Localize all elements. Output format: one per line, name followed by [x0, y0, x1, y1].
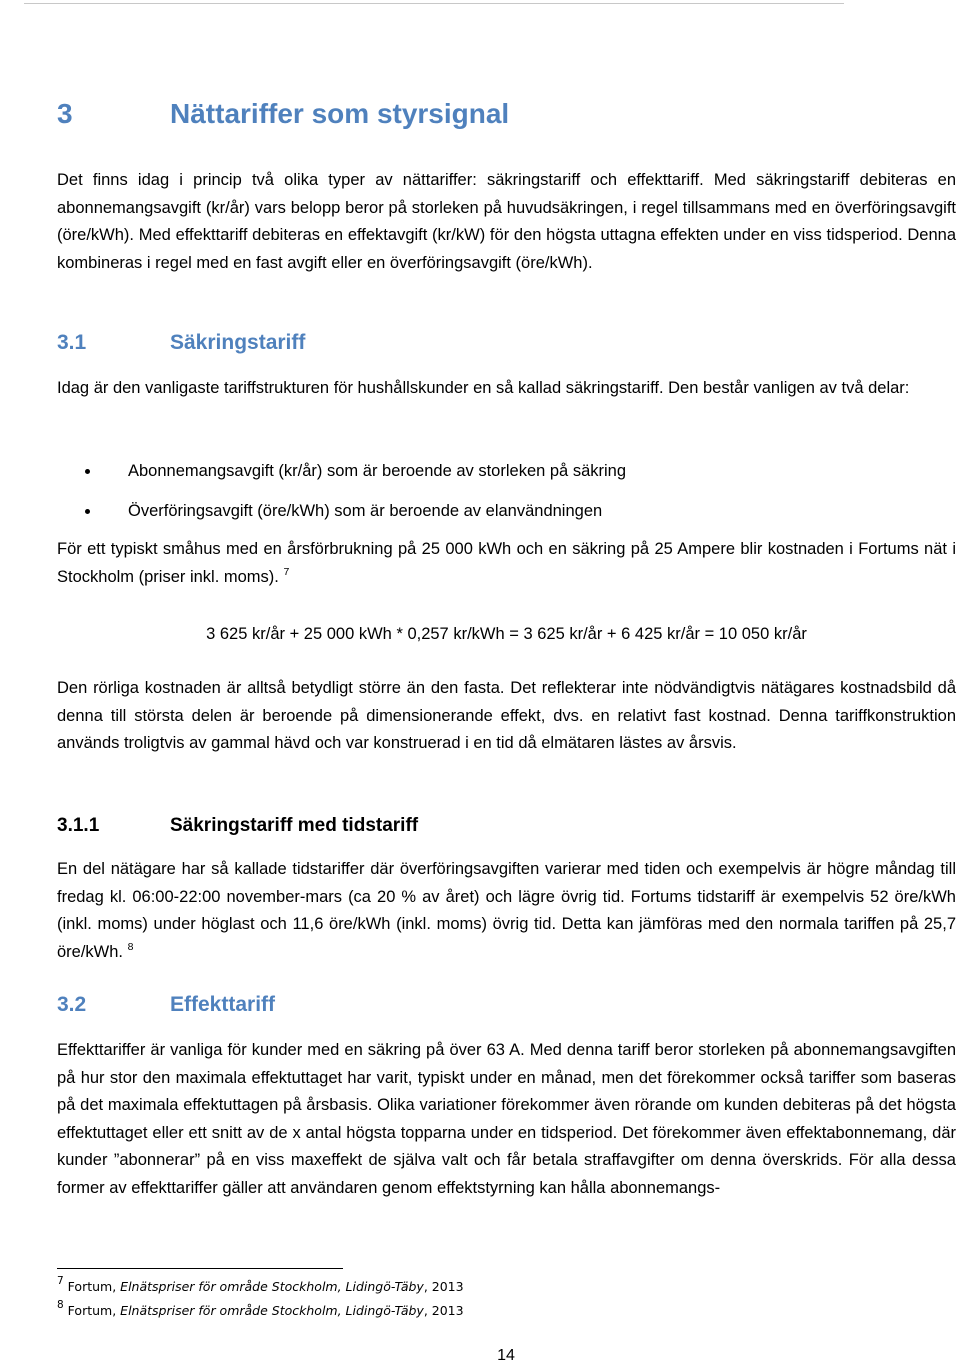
section-3-1-paragraph-2 [57, 536, 956, 591]
bullet-icon [85, 509, 90, 514]
header-rule [24, 3, 844, 4]
section-3-2-paragraph: Effekttariffer är vanliga för kunder med en säkring på över 63 A. Med denna tariff beror storleken på abonnemangsavgiften på hur stor den maximala effektuttaget har varit, typiskt under en månad, men det förekommer också tariffer som baseras på det maximala effektuttagen på årsbasis. Olika variationer förekommer även rörande om kunden debiteras på det högsta effektuttaget eller ett snitt av de x antal högsta topparna under en tidsperiod. Det förekommer även effektabonnemang, där kunder ”abonnerar” på en viss maxeffekt de själva valt och får betala straffavgifter om denna överskrids. För alla dessa former av effekttariffer gäller att användaren genom effektstyrning kan hålla abonnemangs- [57, 1041, 956, 1197]
footnote-ref-7[interactable]: 7 [283, 565, 290, 578]
paragraph-text: För ett typiskt småhus med en årsförbrukning på 25 000 kWh och en säkring på 25 Ampere blir kostnaden i Fortums nät i Stockholm (priser inkl. moms). [57, 540, 956, 586]
list-item [57, 459, 956, 499]
list-item-text: Abonnemangsavgift (kr/år) som är beroende av storleken på säkring [128, 462, 627, 480]
list-item-text: Överföringsavgift (öre/kWh) som är beroende av elanvändningen [128, 502, 603, 520]
section-3-1-1-paragraph [57, 856, 956, 966]
section-title: Säkringstariff med tidstariff [170, 815, 419, 836]
chapter-number: 3 [57, 98, 73, 129]
list-item [57, 499, 956, 539]
footnote-ref-8[interactable]: 8 [127, 940, 134, 953]
footnote-source: Elnätspriser för område Stockholm, Lidingö-Täby [120, 1279, 424, 1294]
section-number: 3.2 [57, 993, 87, 1016]
tariff-parts-list [57, 459, 956, 539]
footnote-year: , 2013 [423, 1279, 464, 1294]
page-number: 14 [497, 1347, 515, 1364]
section-title: Säkringstariff [170, 331, 306, 354]
footnote-8 [57, 1299, 464, 1320]
footnote-org: Fortum, [67, 1303, 117, 1318]
footnote-7 [57, 1275, 464, 1296]
section-number: 3.1 [57, 331, 87, 354]
section-number: 3.1.1 [57, 815, 100, 836]
section-title: Effekttariff [170, 993, 276, 1016]
footnote-separator [57, 1268, 343, 1269]
section-3-1-paragraph-1: Idag är den vanligaste tariffstrukturen för hushållskunder en så kallad säkringstariff. Den består vanligen av två delar: [57, 379, 910, 397]
footnote-org: Fortum, [67, 1279, 117, 1294]
footnote-mark: 8 [57, 1299, 64, 1311]
footnote-source: Elnätspriser för område Stockholm, Lidingö-Täby [120, 1303, 424, 1318]
footnote-year: , 2013 [423, 1303, 464, 1318]
section-3-1-paragraph-3: Den rörliga kostnaden är alltså betydligt större än den fasta. Det reflekterar inte nödvändigtvis nätägares kostnadsbild då denna till största delen är beroende på dimensionerande effekt, dvs. en relativt fast kostnad. Denna tariffkonstruktion används troligtvis av gammal hävd och var konstruerad i en tid då elmätaren lästes av årsvis. [57, 679, 956, 753]
section-3-1-heading [57, 331, 305, 355]
intro-paragraph: Det finns idag i princip två olika typer av nättariffer: säkringstariff och effekttariff. Med säkringstariff debiteras en abonnemangsavgift (kr/år) vars belopp beror på storleken på huvudsäkringen, i regel tillsammans med en överföringsavgift (öre/kWh). Med effekttariff debiteras en effektavgift (kr/kW) för den högsta uttagna effekten under en viss tidsperiod. Denna kombineras i regel med en fast avgift eller en överföringsavgift (öre/kWh). [57, 171, 956, 272]
paragraph-text: En del nätägare har så kallade tidstariffer där överföringsavgiften varierar med tiden och exempelvis är högre måndag till fredag kl. 06:00-22:00 november-mars (ca 20 % av året) och lägre övrig tid. Fortums tidstariff är exempelvis 52 öre/kWh (inkl. moms) under höglast och 11,6 öre/kWh (inkl. moms) övrig tid. Detta kan jämföras med den normala tariffen på 25,7 öre/kWh. [57, 860, 956, 961]
cost-formula: 3 625 kr/år + 25 000 kWh * 0,257 kr/kWh = 3 625 kr/år + 6 425 kr/år = 10 050 kr/år [206, 625, 807, 643]
footnote-mark: 7 [57, 1275, 64, 1287]
chapter-heading [57, 98, 509, 130]
section-3-2-heading [57, 993, 275, 1017]
chapter-title: Nättariffer som styrsignal [170, 98, 510, 129]
bullet-icon [85, 469, 90, 474]
section-3-1-1-heading [57, 815, 418, 837]
